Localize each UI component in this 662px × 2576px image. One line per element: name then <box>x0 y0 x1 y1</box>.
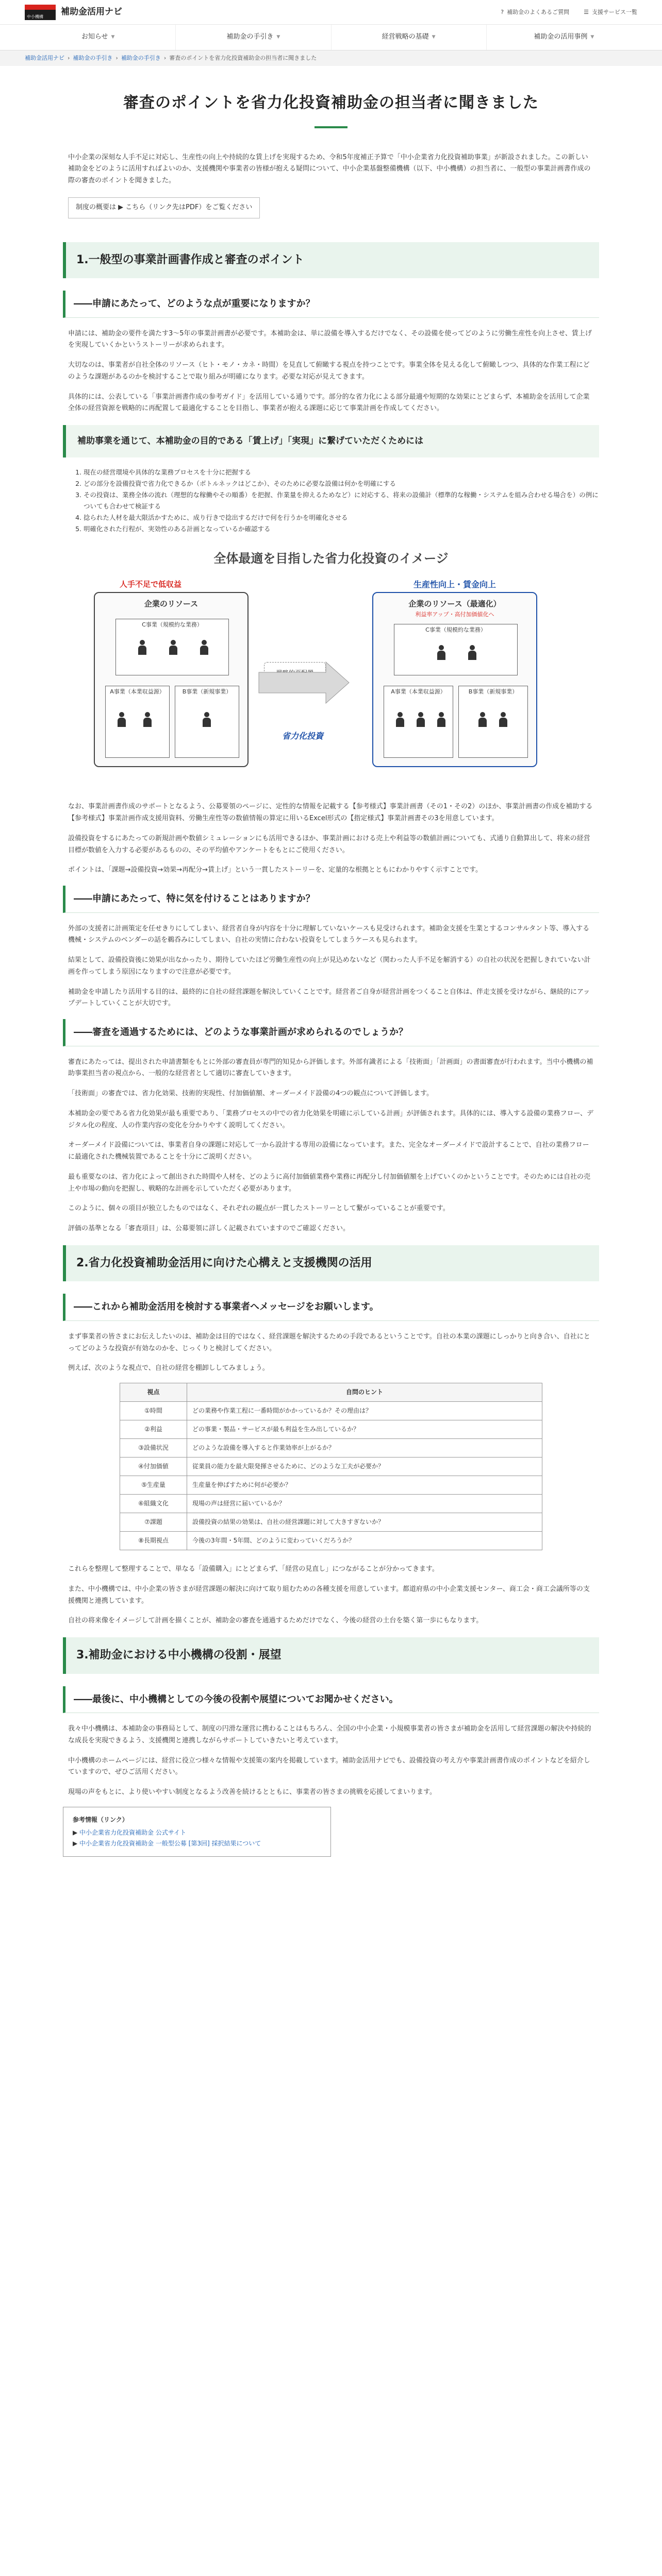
box-caption: 企業のリソース（最適化） <box>408 599 501 609</box>
table-header: 自問のヒント <box>187 1383 542 1402</box>
table-row: ①時間 どの業務や作業工程に一番時間がかかっているか？その理由は？ <box>120 1402 542 1420</box>
person-icon <box>467 645 478 660</box>
title-divider <box>315 126 347 128</box>
person-icon <box>436 645 447 660</box>
breadcrumb-link[interactable]: 補助金の手引き <box>73 55 113 62</box>
chevron-down-icon: ▼ <box>276 34 280 40</box>
answer-paragraph: 評価の基準となる「審査項目」は、公募要領に詳しく記載されていますのでご確認ください。 <box>68 1225 350 1233</box>
answer-paragraph: 設備投資をするにあたっての新規計画や数値シミュレーションにも活用できるほか、事業計画における売上や利益等の数値計画についても、式通り自動算出して、将来の経営目標が数値を入力する必要があるものの、その平均値やアンケートをもとにご使用ください。 <box>68 834 590 854</box>
answer-paragraph: 最も重要なのは、省力化によって創出された時間や人材を、どのように高付加価値業務や業務に再配分し付加価値額を上げていくのかということです。そのためには自社の売上や市場の動向を把握し、戦略的な計画を示していただく必要があります。 <box>68 1173 590 1193</box>
answer-paragraph: 結果として、設備投資後に効果が出なかったり、期待していたほど労働生産性の向上が見込めないなど（関わった人手不足を解消する）の自社の状況を把握しきれていない計画を作ってしまう原因になりますので注意が必要です。 <box>68 956 591 976</box>
breadcrumb-link[interactable]: 補助金活用ナビ <box>25 55 64 62</box>
chevron-down-icon: ▼ <box>590 34 594 40</box>
answer-paragraph: 現場の声をもとに、より使いやすい制度となるよう改善を続けるとともに、事業者の皆さまの挑戦を応援してまいります。 <box>68 1788 436 1797</box>
question-heading: ――これから補助金活用を検討する事業者へメッセージをお願いします。 <box>63 1294 599 1321</box>
breadcrumb-link[interactable]: 補助金の手引き <box>121 55 161 62</box>
breadcrumb: 補助金活用ナビ › 補助金の手引き › 補助金の手引き › 審査のポイントを省力化投資補助金の担当者に聞きました <box>0 50 662 66</box>
nav-item-cases[interactable]: 補助金の活用事例 ▼ <box>534 33 594 41</box>
optimization-figure <box>84 574 578 786</box>
intro-paragraph: 中小企業の深刻な人手不足に対応し、生産性の向上や持続的な賃上げを実現するため、令和5年度補正予算で「中小企業省力化投資補助事業」が新設されました。この新しい補助金をどのように活用すればよいのか、支援機関や事業者の皆様が抱える疑問について、中小企業基盤整備機構（以下、中小機構）の担当者に、一般型の事業計画書作成の際の審査のポイントを聞きました。 <box>68 153 591 184</box>
person-icon <box>498 712 509 727</box>
steps-list <box>63 467 599 534</box>
question-heading: ――審査を通過するためには、どのような事業計画が求められるのでしょうか？ <box>63 1019 599 1046</box>
before-resource-box <box>94 592 249 767</box>
dept-b-box: B事業（新規事業） <box>458 686 528 758</box>
table-row: ⑥組織文化 現場の声は経営に届いているか？ <box>120 1495 542 1513</box>
figure-blue-label: 生産性向上・賃金向上 <box>413 580 496 590</box>
after-resource-box <box>372 592 537 767</box>
dept-c-box: C事業（規模約な業務） <box>394 624 518 675</box>
person-icon <box>415 712 426 727</box>
answer-paragraph: これらを整理して整理することで、単なる「設備購入」にとどまらず、「経営の見直し」につながることが分かってきます。 <box>68 1565 439 1573</box>
answer-paragraph: オーダーメイド設備については、事業者自身の課題に対応して一から設計する専用の設備になっています。また、完全なオーダーメイドで設計することで、自社の業務フローに最適化された機械装置であることを十分にご説明ください。 <box>68 1141 589 1161</box>
dept-a-box: A事業（本業収益源） <box>384 686 453 758</box>
list-item: 3. その投資は、業務全体の流れ（理想的な稼働やその順番）を把握、作業量を抑えるためなど）に対応する、将来の設備計（標準的な稼働・システムを組み合わせる場合を）の例についても合わせて検証する <box>84 489 599 512</box>
reference-link[interactable]: ▶ 中小企業省力化投資補助金 一般型公募 [第3回] 採択結果について <box>73 1839 261 1847</box>
section-heading: 1.一般型の事業計画書作成と審査のポイント <box>63 242 599 279</box>
chevron-down-icon: ▼ <box>432 34 436 40</box>
self-check-table <box>120 1383 542 1550</box>
faq-link[interactable]: ? 補助金のよくあるご質問 <box>501 7 569 17</box>
logo-mark <box>25 5 56 20</box>
answer-paragraph: 本補助金の要である省力化効果が最も重要であり、「業務プロセスの中での省力化効果を明確に示している計画」が評価されます。具体的には、導入する設備の業務フロー、デジタル化の程度、人の作業内容の変化を分かりやすく説明してください。 <box>68 1109 593 1129</box>
answer-paragraph: 補助金を申請したり活用する目的は、最終的に自社の経営課題を解決していくことです。経営者ご自身が経営計画をつくること自体は、伴走支援を受けながら、継続的にアップデートしていくことが大切です。 <box>68 988 590 1008</box>
site-logo[interactable] <box>25 5 122 20</box>
person-icon <box>394 712 406 727</box>
person-icon <box>168 640 179 655</box>
answer-paragraph: 具体的には、公表している「事業計画書作成の参考ガイド」を活用している通りです。部分的な省力化による部分最適や短期的な効果にとどまらず、本補助金を活用して企業全体の経営資源を戦略的に再配置して最適化することを目指し、事業者が抱える課題に応じて事業計画を作成してください。 <box>68 393 590 413</box>
person-icon <box>137 640 148 655</box>
logo-sub: 中小機構 <box>27 14 43 19</box>
dept-a-box: A事業（本業収益源） <box>105 686 170 758</box>
dept-c-box: C事業（規模約な業務） <box>115 619 229 675</box>
figure-title: 全体最適を目指した省力化投資のイメージ <box>213 551 449 566</box>
answer-paragraph: 自社の将来像をイメージして計画を描くことが、補助金の審査を通過するためだけでなく、今後の経営の土台を築く第一歩にもなります。 <box>68 1617 483 1625</box>
table-row: ②利益 どの事業・製品・サービスが最も利益を生み出しているか？ <box>120 1420 542 1439</box>
breadcrumb-current: 審査のポイントを省力化投資補助金の担当者に聞きました <box>169 55 317 62</box>
answer-paragraph: 我々中小機構は、本補助金の事務局として、制度の円滑な運営に携わることはもちろん、全国の中小企業・小規模事業者の皆さまが補助金を活用して経営課題の解決や持続的な成長を実現できるよう、支援機関と連携しながらサポートしていきたいと考えています。 <box>68 1725 591 1744</box>
nav-item-news[interactable]: お知らせ ▼ <box>21 25 176 50</box>
table-row: ⑤生産量 生産量を伸ばすために何が必要か？ <box>120 1476 542 1495</box>
global-nav <box>0 25 662 50</box>
list-item: 5. 明確化された行程が、実効性のある計画となっているか確認する <box>84 523 599 535</box>
list-icon: ☰ <box>584 8 589 15</box>
table-row: ④付加価値 従業員の能力を最大限発揮させるために、どのような工夫が必要か？ <box>120 1458 542 1476</box>
list-item: 4. 捻られた人材を最大限活かすために、成り行きで捻出するだけで何を行うかを明確化させる <box>84 512 599 523</box>
answer-paragraph: 外部の支援者に計画策定を任せきりにしてしまい、経営者自身が内容を十分に理解していないケースも見受けられます。補助金支援を生業とするコンサルタント等、導入する機械・システムのベンダーの話を鵜呑みにしてしまい、自社の実情に合わない投資をしてしまうケースも見られます。 <box>68 924 590 944</box>
nav-item-guide[interactable]: 補助金の手引き ▼ <box>176 25 331 50</box>
overview-link-box[interactable]: 制度の概要は ▶ こちら（リンク先はPDF）をご覧ください <box>68 197 260 218</box>
table-header: 視点 <box>120 1383 187 1402</box>
arrow-graphic <box>254 631 357 734</box>
figure-red-label: 人手不足で低収益 <box>120 580 182 589</box>
answer-paragraph: 中小機構のホームページには、経営に役立つ様々な情報や支援策の案内を掲載しています。補助金活用ナビでも、設備投資の考え方や事業計画書作成のポイントなどを紹介していますので、ぜひご活用ください。 <box>68 1756 590 1776</box>
answer-paragraph: なお、事業計画書作成のサポートとなるよう、公募要領のページに、定性的な情報を記載する【参考様式】事業計画書（その1・その2）のほか、事業計画書の作成を補助する【参考様式】事業計画作成支援用資料、労働生産性等の数値情報の算定に用いるExcel形式の【指定様式】事業計画書その3を用意しています。 <box>68 803 593 823</box>
chevron-down-icon: ▼ <box>111 34 115 40</box>
list-item: 1. 現在の経営環境や具体的な業務プロセスを十分に把握する <box>84 467 599 478</box>
figure-center-label: 省力化投資 <box>282 731 324 741</box>
page-title: 審査のポイントを省力化投資補助金の担当者に聞きました <box>123 94 539 112</box>
person-icon <box>436 712 447 727</box>
answer-paragraph: 審査にあたっては、提出された申請書類をもとに外部の審査員が専門的知見から評価します。外部有識者による「技術面」「計画面」の書面審査が行われます。当中小機構の補助事業担当者の視点から、一般的な経営者として適切に審査していきます。 <box>68 1058 593 1078</box>
section-heading: 2.省力化投資補助金活用に向けた心構えと支援機関の活用 <box>63 1245 599 1282</box>
table-row: ③設備状況 どのような設備を導入すると作業効率が上がるか？ <box>120 1439 542 1458</box>
question-icon: ? <box>501 8 504 15</box>
figure-note: 利益率アップ・高付加価値化へ <box>415 611 494 618</box>
answer-paragraph: また、中小機構では、中小企業の皆さまが経営課題の解決に向けて取り組むための各種支援を用意しています。都道府県の中小企業支援センター、商工会・商工会議所等の支援機関と連携しています。 <box>68 1585 590 1605</box>
question-heading: ――最後に、中小機構としての今後の役割や展望についてお聞かせください。 <box>63 1686 599 1714</box>
highlight-box: 補助事業を通じて、本補助金の目的である「賃上げ」「実現」に繋げていただくためには <box>63 425 599 457</box>
list-item: 2. どの部分を設備投資で省力化できるか（ボトルネックはどこか）、そのために必要な設備は何かを明確にする <box>84 478 599 489</box>
person-icon <box>116 712 127 727</box>
support-list-link[interactable]: ☰ 支援サービス一覧 <box>584 7 637 17</box>
person-icon <box>142 712 153 727</box>
question-heading: ――申請にあたって、特に気を付けることはありますか？ <box>63 886 599 913</box>
table-row: ⑧長期視点 今後の3年間・5年間、どのように変わっていくだろうか？ <box>120 1532 542 1550</box>
question-heading: ――申請にあたって、どのような点が重要になりますか？ <box>63 291 599 318</box>
reference-title: 参考情報（リンク） <box>73 1816 128 1823</box>
site-name: 補助金活用ナビ <box>61 6 122 17</box>
nav-item-strategy[interactable]: 経営戦略の基礎 ▼ <box>332 25 487 50</box>
reference-box <box>63 1807 331 1857</box>
person-icon <box>477 712 488 727</box>
top-bar <box>0 0 662 25</box>
reference-link[interactable]: ▶ 中小企業省力化投資補助金 公式サイト <box>73 1828 187 1836</box>
table-row: ⑦課題 設備投資の結果の効果は、自社の経営課題に対して大きすぎないか？ <box>120 1513 542 1532</box>
answer-paragraph: 申請には、補助金の要件を満たす3～5年の事業計画書が必要です。本補助金は、単に設備を導入するだけでなく、その設備を使ってどのように労働生産性を向上させ、賃上げを実現していくかというストーリーが求められます。 <box>68 329 592 349</box>
person-icon <box>201 712 212 727</box>
section-heading: 3.補助金における中小機構の役割・展望 <box>63 1637 599 1674</box>
box-caption: 企業のリソース <box>144 599 198 609</box>
answer-paragraph: ポイントは、「課題→設備投資→効果→再配分→賃上げ」という一貫したストーリーを、定量的な根拠とともにわかりやすく示すことです。 <box>68 866 483 874</box>
person-icon <box>198 640 210 655</box>
answer-paragraph: このように、個々の項目が独立したものではなく、それぞれの観点が一貫したストーリーとして繋がっていることが重要です。 <box>68 1205 450 1213</box>
answer-paragraph: 「技術面」の審査では、省力化効果、技術的実現性、付加価値額、オーダーメイド設備の4つの観点について評価します。 <box>68 1090 434 1098</box>
answer-paragraph: 例えば、次のような視点で、自社の経営を棚卸ししてみましょう。 <box>68 1364 269 1372</box>
answer-paragraph: 大切なのは、事業者が自社全体のリソース（ヒト・モノ・カネ・時間）を見直して俯瞰する視点を持つことです。事業全体を見える化して俯瞰しつつ、具体的な作業工程にどのような課題があるのかを検討することで取り組みが明確になります。必要な対応が見えてきます。 <box>68 361 590 381</box>
answer-paragraph: まず事業者の皆さまにお伝えしたいのは、補助金は目的ではなく、経営課題を解決するための手段であるということです。自社の本業の課題にしっかりと向き合い、自社にとってどのような投資が有効なのかを、じっくりと検討してください。 <box>68 1332 590 1352</box>
dept-b-box: B事業（新規事業） <box>175 686 239 758</box>
